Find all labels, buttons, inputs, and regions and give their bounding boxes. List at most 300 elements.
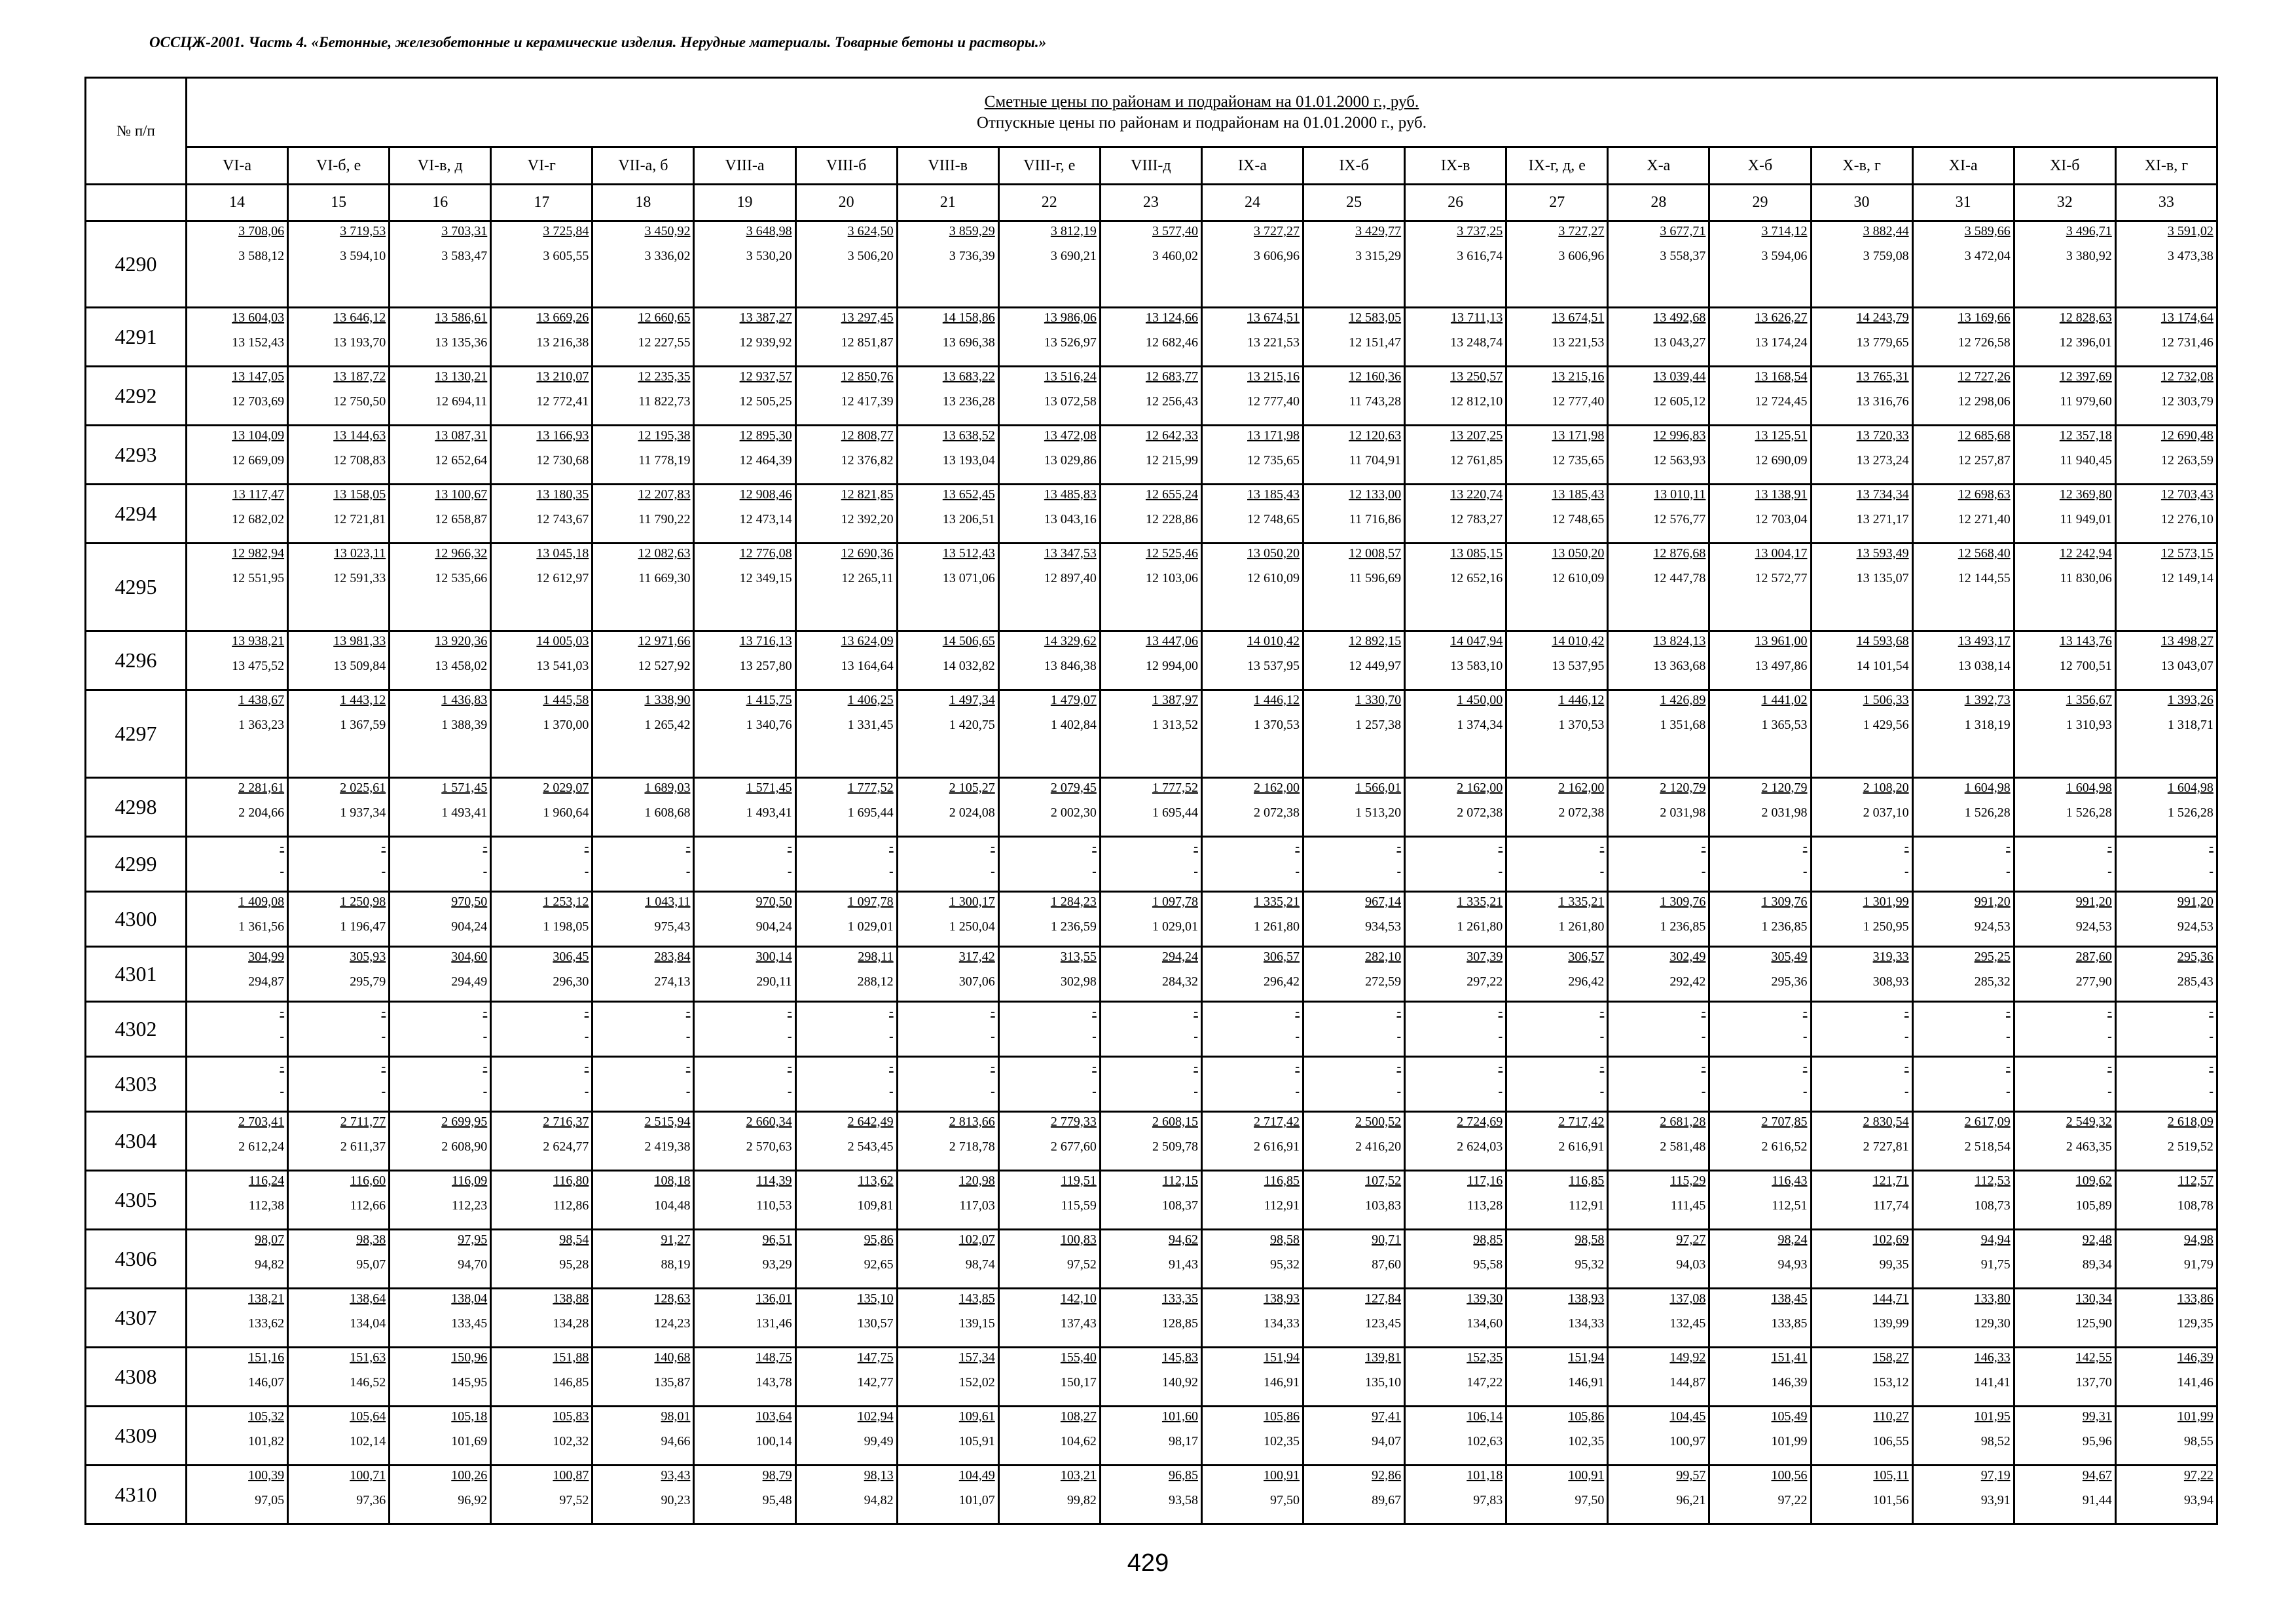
release-price: 97,36 [356,1493,386,1507]
price-cell [1100,426,1201,485]
estimate-price: 13 207,25 [1450,428,1503,443]
release-price: 12 505,25 [739,394,792,409]
estimate-price: 1 387,97 [1152,693,1198,707]
estimate-price: - [1904,1060,1909,1074]
estimate-price: 1 604,98 [2066,781,2112,795]
price-cell [491,837,592,892]
release-price: 1 429,56 [1863,718,1909,732]
price-cell [1201,778,1303,837]
release-price: 97,05 [255,1493,285,1507]
release-price: 2 509,78 [1152,1139,1198,1154]
release-price: 99,82 [1066,1493,1097,1507]
price-cell [1608,1230,1709,1289]
price-cell [1303,1289,1405,1348]
release-price: 12 303,79 [2160,394,2214,409]
estimate-price: 14 243,79 [1856,310,1909,325]
price-cell [2115,367,2217,426]
price-cell [998,485,1100,544]
region-column-header: XI-а [1912,147,2014,185]
release-price: 13 846,38 [1044,659,1097,673]
estimate-price: 110,27 [1873,1409,1909,1424]
price-rows [86,221,2217,1524]
estimate-price: 105,18 [451,1409,488,1424]
estimate-price: 1 445,58 [543,693,589,707]
estimate-price: 2 617,09 [1964,1115,2011,1129]
release-price: 113,28 [1467,1198,1503,1213]
price-cell [1303,631,1405,690]
estimate-price: 98,24 [1777,1232,1808,1247]
estimate-price: 97,27 [1676,1232,1706,1247]
column-number: 23 [1100,185,1201,221]
price-cell [1506,426,1608,485]
estimate-price: 12 357,18 [2059,428,2112,443]
release-price: 13 071,06 [942,571,995,585]
price-cell [1201,1057,1303,1112]
price-cell [187,485,288,544]
estimate-price: 2 608,15 [1152,1115,1198,1129]
price-cell [897,1407,998,1466]
estimate-price: 13 143,76 [2059,634,2112,648]
price-cell [2014,690,2115,778]
price-cell [1303,426,1405,485]
release-price: 12 750,50 [333,394,386,409]
price-cell [897,308,998,367]
estimate-price: 145,83 [1161,1350,1198,1365]
price-cell [1201,1230,1303,1289]
release-price: 2 581,48 [1660,1139,1706,1154]
release-price: 12 349,15 [739,571,792,585]
estimate-price: 1 250,98 [340,895,386,909]
estimate-price: - [2107,1060,2112,1074]
estimate-price: 2 515,94 [644,1115,691,1129]
release-price: - [2107,1084,2112,1099]
estimate-price: 112,57 [2178,1173,2214,1188]
release-price: 12 298,06 [1958,394,2011,409]
price-cell [1912,367,2014,426]
estimate-price: 151,88 [553,1350,589,1365]
region-column-header: VIII-д [1100,147,1201,185]
estimate-price: 2 029,07 [543,781,589,795]
price-cell [795,367,897,426]
estimate-price: 14 506,65 [942,634,995,648]
release-price: - [1904,1029,1909,1044]
estimate-price: 2 162,00 [1254,781,1300,795]
release-price: 142,77 [857,1375,894,1390]
release-price: - [1498,1084,1503,1099]
estimate-price: 13 516,24 [1044,369,1097,384]
price-cell [1201,631,1303,690]
release-price: 12 392,20 [841,512,894,526]
title-row [86,78,2217,147]
release-price: 2 024,08 [949,805,995,820]
estimate-price: - [1701,1005,1706,1019]
release-price: 2 616,91 [1558,1139,1605,1154]
estimate-price: 3 708,06 [238,224,285,238]
estimate-price: 105,11 [1873,1468,1909,1483]
release-price: 13 135,07 [1856,571,1909,585]
release-price: 302,98 [1060,974,1097,989]
estimate-price: - [2107,1005,2112,1019]
estimate-price: - [381,840,386,854]
estimate-price: 142,55 [2075,1350,2112,1365]
release-price: 2 624,03 [1457,1139,1503,1154]
release-price: 13 537,95 [1247,659,1300,673]
estimate-price: 130,34 [2075,1291,2112,1306]
release-price: 3 473,38 [2167,249,2214,263]
release-price: 143,78 [756,1375,792,1390]
region-column-header: VIII-б [795,147,897,185]
release-price: 277,90 [2075,974,2112,989]
estimate-price: - [381,1060,386,1074]
price-cell [1912,485,2014,544]
row-number: 4290 [86,221,187,308]
estimate-price: 116,09 [452,1173,488,1188]
release-price: 12 576,77 [1653,512,1706,526]
release-price: 2 463,35 [2066,1139,2112,1154]
price-cell [491,1171,592,1230]
region-column-header: XI-б [2014,147,2115,185]
release-price: 137,70 [2075,1375,2112,1390]
estimate-price: 121,71 [1872,1173,1909,1188]
estimate-price: 970,50 [756,895,792,909]
price-cell [2115,1230,2217,1289]
release-price: 12 612,97 [536,571,589,585]
estimate-price: 101,60 [1161,1409,1198,1424]
release-price: 92,65 [864,1257,894,1272]
price-cell [491,778,592,837]
price-cell [1405,221,1506,308]
release-price: 145,95 [451,1375,488,1390]
release-price: 13 135,36 [435,335,488,350]
release-price: 109,81 [857,1198,894,1213]
release-price: 13 072,58 [1044,394,1097,409]
release-price: - [584,864,589,879]
estimate-price: 151,16 [248,1350,285,1365]
release-price: 1 370,00 [543,718,589,732]
estimate-price: 3 624,50 [847,224,894,238]
release-price: 100,97 [1669,1434,1706,1449]
estimate-price: 2 642,49 [847,1115,894,1129]
estimate-price: 147,75 [857,1350,894,1365]
price-cell [998,1348,1100,1407]
price-cell [897,1230,998,1289]
estimate-price: 99,31 [2082,1409,2112,1424]
price-cell [1506,1289,1608,1348]
release-price: - [1701,1084,1706,1099]
price-cell [2115,1407,2217,1466]
estimate-price: 105,32 [248,1409,285,1424]
estimate-price: 92,48 [2082,1232,2112,1247]
release-price: - [483,1084,488,1099]
release-price: - [1498,1029,1503,1044]
estimate-price: 104,49 [958,1468,995,1483]
price-cell [288,1407,390,1466]
row-number: 4293 [86,426,187,485]
estimate-price: 1 438,67 [238,693,285,707]
release-price: 2 204,66 [238,805,285,820]
estimate-price: 13 050,20 [1552,546,1605,561]
price-cell [1608,1348,1709,1407]
release-price: 904,24 [451,919,488,934]
price-cell [288,947,390,1002]
release-price: 12 215,99 [1145,453,1198,468]
estimate-price: 970,50 [451,895,488,909]
estimate-price: 13 824,13 [1653,634,1706,648]
price-cell [1506,367,1608,426]
price-cell [1709,1407,1811,1466]
estimate-price: 14 010,42 [1552,634,1605,648]
release-price: 3 506,20 [847,249,894,263]
price-cell [1912,1112,2014,1171]
release-price: 13 043,27 [1653,335,1706,350]
price-cell [1912,631,2014,690]
estimate-price: 306,45 [553,950,589,964]
estimate-price: 1 284,23 [1050,895,1097,909]
price-cell [592,690,694,778]
release-price: 13 273,24 [1856,453,1909,468]
estimate-price: 2 681,28 [1660,1115,1706,1129]
table-row [86,1407,2217,1466]
release-price: 12 605,12 [1653,394,1706,409]
release-price: - [685,1084,691,1099]
row-number: 4296 [86,631,187,690]
estimate-price: - [1498,840,1503,854]
release-price: - [1194,864,1198,879]
price-cell [390,1348,491,1407]
release-price: 12 743,67 [536,512,589,526]
price-cell [2014,1466,2115,1524]
estimate-price: - [2006,1060,2011,1074]
document-header: ОССЦЖ-2001. Часть 4. «Бетонные, железобетонные и керамические изделия. Нерудные материалы. Товарные бетоны и растворы.» [149,34,1047,50]
estimate-price: 106,14 [1467,1409,1503,1424]
price-cell [1506,1002,1608,1057]
estimate-price: 98,13 [864,1468,894,1483]
release-price: 12 563,93 [1653,453,1706,468]
price-cell [491,1230,592,1289]
release-price: 95,28 [559,1257,589,1272]
estimate-price: 107,52 [1365,1173,1402,1188]
price-cell [2115,1171,2217,1230]
estimate-price: 97,95 [458,1232,488,1247]
release-price: 12 777,40 [1552,394,1605,409]
price-cell [1303,1348,1405,1407]
price-cell [1811,631,1912,690]
column-number: 19 [694,185,795,221]
estimate-price: 313,55 [1060,950,1097,964]
release-price: - [2209,1084,2214,1099]
release-price: - [483,864,488,879]
estimate-price: 151,94 [1568,1350,1605,1365]
price-cell [1811,892,1912,947]
estimate-price: 12 568,40 [1958,546,2011,561]
estimate-price: 3 450,92 [644,224,691,238]
row-number: 4299 [86,837,187,892]
release-price: 123,45 [1365,1316,1402,1331]
estimate-price: 116,85 [1264,1173,1300,1188]
release-price: 95,58 [1473,1257,1503,1272]
table-row [86,778,2217,837]
estimate-price: 12 683,77 [1145,369,1198,384]
release-price: 13 221,53 [1552,335,1605,350]
release-price: 3 558,37 [1660,249,1706,263]
estimate-price: 146,33 [1974,1350,2011,1365]
price-cell [1506,690,1608,778]
price-cell [1709,367,1811,426]
release-price: 1 198,05 [543,919,589,934]
price-cell [795,1289,897,1348]
release-price: - [991,1029,995,1044]
row-number: 4305 [86,1171,187,1230]
release-price: 12 748,65 [1552,512,1605,526]
price-cell [288,1289,390,1348]
release-price: 3 616,74 [1457,249,1503,263]
estimate-price: 1 415,75 [746,693,792,707]
price-cell [2014,544,2115,631]
estimate-price: 13 004,17 [1755,546,1808,561]
price-cell [694,221,795,308]
release-price: - [280,1029,285,1044]
estimate-price: 13 124,66 [1145,310,1198,325]
release-price: 1 261,80 [1457,919,1503,934]
release-price: 13 541,03 [536,659,589,673]
estimate-price: 138,93 [1264,1291,1300,1306]
price-cell [2115,1002,2217,1057]
estimate-price: 137,08 [1669,1291,1706,1306]
blank-number-cell [86,185,187,221]
estimate-price: 13 171,98 [1552,428,1605,443]
price-cell [1405,837,1506,892]
estimate-price: 304,99 [248,950,285,964]
price-cell [998,367,1100,426]
estimate-price: 98,58 [1270,1232,1300,1247]
price-cell [1709,544,1811,631]
price-cell [288,631,390,690]
estimate-price: 1 566,01 [1355,781,1402,795]
price-cell [491,221,592,308]
price-cell [1100,1466,1201,1524]
price-cell [1912,1002,2014,1057]
estimate-price: 13 125,51 [1755,428,1808,443]
estimate-price: 133,80 [1974,1291,2011,1306]
row-number: 4300 [86,892,187,947]
estimate-price: 100,26 [451,1468,488,1483]
release-price: - [1904,1084,1909,1099]
release-price: 89,67 [1372,1493,1402,1507]
region-column-header: VIII-в [897,147,998,185]
release-price: 1 420,75 [949,718,995,732]
estimate-price: 1 097,78 [1152,895,1198,909]
estimate-price: 1 571,45 [746,781,792,795]
price-cell [1811,1407,1912,1466]
price-cell [1608,892,1709,947]
estimate-price: 116,43 [1772,1173,1808,1188]
release-price: 12 658,87 [435,512,488,526]
estimate-price: 3 589,66 [1964,224,2011,238]
estimate-price: 1 338,90 [644,693,691,707]
estimate-price: - [1701,840,1706,854]
estimate-price: 13 485,83 [1044,487,1097,502]
release-price: 130,57 [857,1316,894,1331]
price-cell [592,631,694,690]
release-price: 1 374,34 [1457,718,1503,732]
release-price: 112,38 [248,1198,285,1213]
release-price: 3 315,29 [1355,249,1402,263]
release-price: 924,53 [2177,919,2214,934]
price-cell [694,485,795,544]
release-price: 3 472,04 [1964,249,2011,263]
estimate-price: 2 105,27 [949,781,995,795]
price-cell [897,1348,998,1407]
release-price: 141,46 [2177,1375,2214,1390]
price-cell [1811,1348,1912,1407]
release-price: - [787,1029,792,1044]
price-cell [1608,690,1709,778]
price-cell [187,1057,288,1112]
release-price: 102,63 [1467,1434,1503,1449]
price-cell [795,690,897,778]
price-cell [1201,837,1303,892]
price-cell [1506,1112,1608,1171]
estimate-price: 2 779,33 [1050,1115,1097,1129]
estimate-price: 3 677,71 [1660,224,1706,238]
release-price: 13 043,16 [1044,512,1097,526]
release-price: 13 537,95 [1552,659,1605,673]
price-cell [1303,544,1405,631]
release-price: 290,11 [756,974,792,989]
release-price: 924,53 [2075,919,2112,934]
estimate-price: 991,20 [1974,895,2011,909]
price-cell [897,690,998,778]
price-cell [897,947,998,1002]
estimate-price: 12 195,38 [638,428,691,443]
price-cell [1608,1002,1709,1057]
price-cell [592,1407,694,1466]
release-price: 98,74 [965,1257,995,1272]
column-number: 32 [2014,185,2115,221]
estimate-price: - [685,1005,691,1019]
estimate-price: 12 996,83 [1653,428,1706,443]
column-number: 28 [1608,185,1709,221]
estimate-price: 13 187,72 [333,369,386,384]
price-cell [390,1057,491,1112]
price-cell [187,426,288,485]
release-price: 99,35 [1879,1257,1909,1272]
column-number: 17 [491,185,592,221]
price-cell [1912,426,2014,485]
estimate-price: - [280,840,285,854]
estimate-price: - [888,840,894,854]
release-price: 13 526,97 [1044,335,1097,350]
price-cell [694,1230,795,1289]
price-cell [592,947,694,1002]
release-price: 101,07 [958,1493,995,1507]
release-price: 12 812,10 [1450,394,1503,409]
estimate-price: 2 162,00 [1457,781,1503,795]
price-cell [1811,1002,1912,1057]
release-price: 2 612,24 [238,1139,285,1154]
region-column-header: IX-б [1303,147,1405,185]
table-row [86,1057,2217,1112]
price-cell [998,1171,1100,1230]
release-price: 1 265,42 [644,718,691,732]
region-column-header: XI-в, г [2115,147,2217,185]
estimate-price: - [1194,840,1198,854]
estimate-price: 12 008,57 [1349,546,1402,561]
estimate-price: 1 392,73 [1964,693,2011,707]
estimate-price: 2 549,32 [2066,1115,2112,1129]
price-cell [592,221,694,308]
release-price: - [381,864,386,879]
